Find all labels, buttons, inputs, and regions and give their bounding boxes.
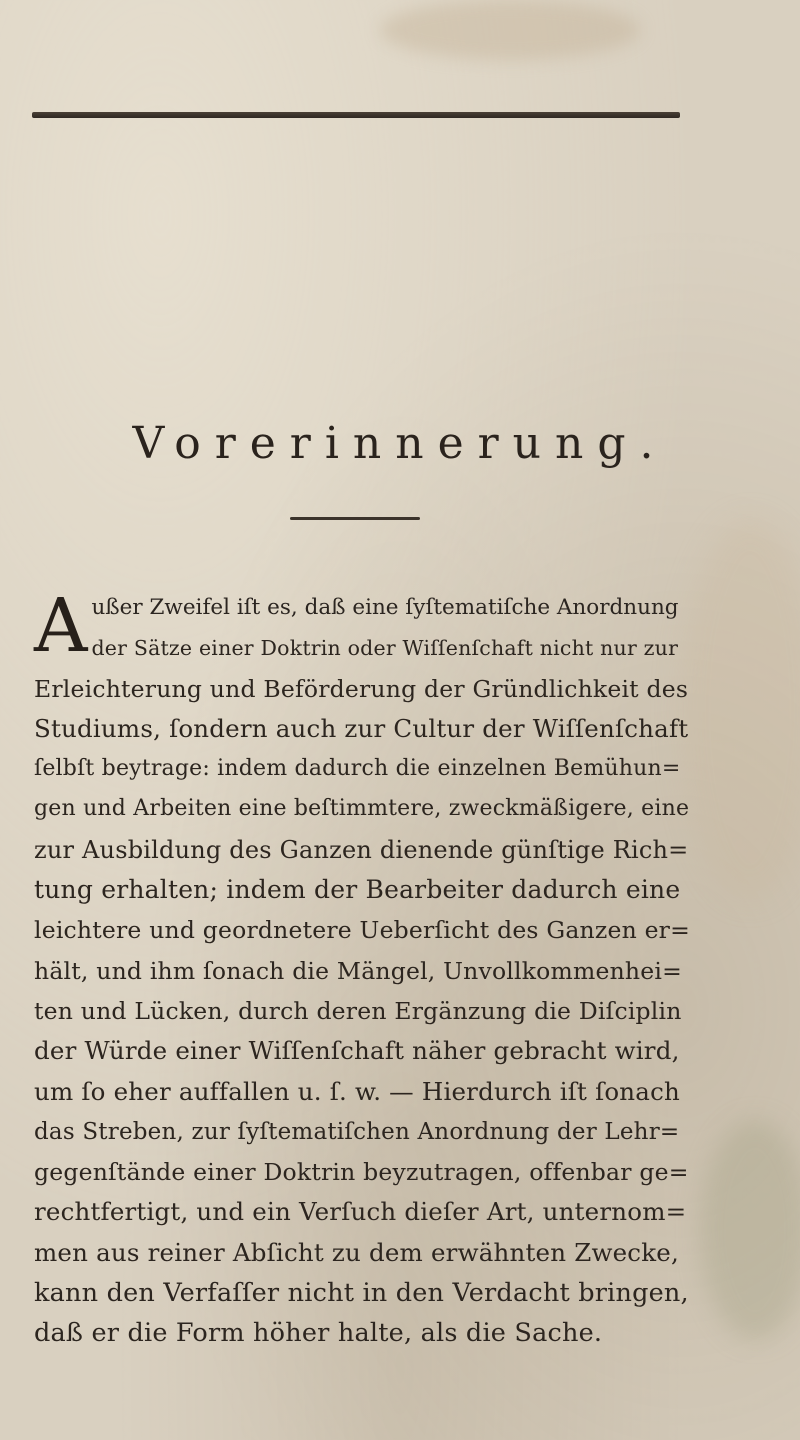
text-line: daß er die Form höher halte, als die Sache.: [34, 1318, 603, 1349]
text-line: Studiums, ſondern auch zur Cultur der Wiſſenſchaft: [34, 713, 689, 743]
drop-initial: A: [34, 583, 88, 669]
paper-stain: [680, 520, 800, 900]
text-line: zur Ausbildung des Ganzen dienende günſtige Rich=: [34, 835, 689, 864]
paper-stain: [380, 0, 640, 60]
text-line: hält, und ihm ſonach die Mängel, Unvollkommenhei=: [34, 956, 682, 985]
text-line: ußer Zweifel iſt es, daß eine ſyſtematiſche Anordnung: [91, 595, 679, 620]
body-text: [34, 582, 690, 1354]
text-line: ten und Lücken, durch deren Ergänzung die Diſciplin: [34, 996, 682, 1025]
text-line: der Würde einer Wiſſenſchaft näher gebracht wird,: [34, 1036, 680, 1066]
text-line: gegenſtände einer Doktrin beyzutragen, offenbar ge=: [34, 1158, 689, 1187]
header-rule: [32, 112, 680, 118]
text-line: men aus reiner Abſicht zu dem erwähnten Zwecke,: [34, 1237, 679, 1267]
text-line: Erleichterung und Beförderung der Gründlichkeit des: [34, 674, 689, 703]
text-line: der Sätze einer Doktrin oder Wiſſenſchaft nicht nur zur: [91, 636, 679, 661]
title-rule: [290, 517, 420, 520]
text-line: das Streben, zur ſyſtematiſchen Anordnung der Lehr=: [34, 1118, 680, 1145]
text-line: gen und Arbeiten eine beſtimmtere, zweckmäßigere, eine: [34, 796, 690, 822]
page-title: Vorerinnerung.: [132, 418, 668, 469]
text-line: leichtere und geordnetere Ueberſicht des Ganzen er=: [34, 916, 691, 945]
text-line: tung erhalten; indem der Bearbeiter dadurch eine: [34, 875, 681, 905]
text-line: kann den Verfaſſer nicht in den Verdacht bringen,: [34, 1278, 689, 1309]
text-line: um ſo eher auffallen u. ſ. w. — Hierdurch iſt ſonach: [34, 1076, 680, 1106]
paper-stain: [700, 1120, 800, 1340]
text-line: rechtfertigt, und ein Verſuch dieſer Art, unternom=: [34, 1197, 687, 1227]
text-line: ſelbſt beytrage: indem dadurch die einzelnen Bemühun=: [34, 756, 681, 782]
